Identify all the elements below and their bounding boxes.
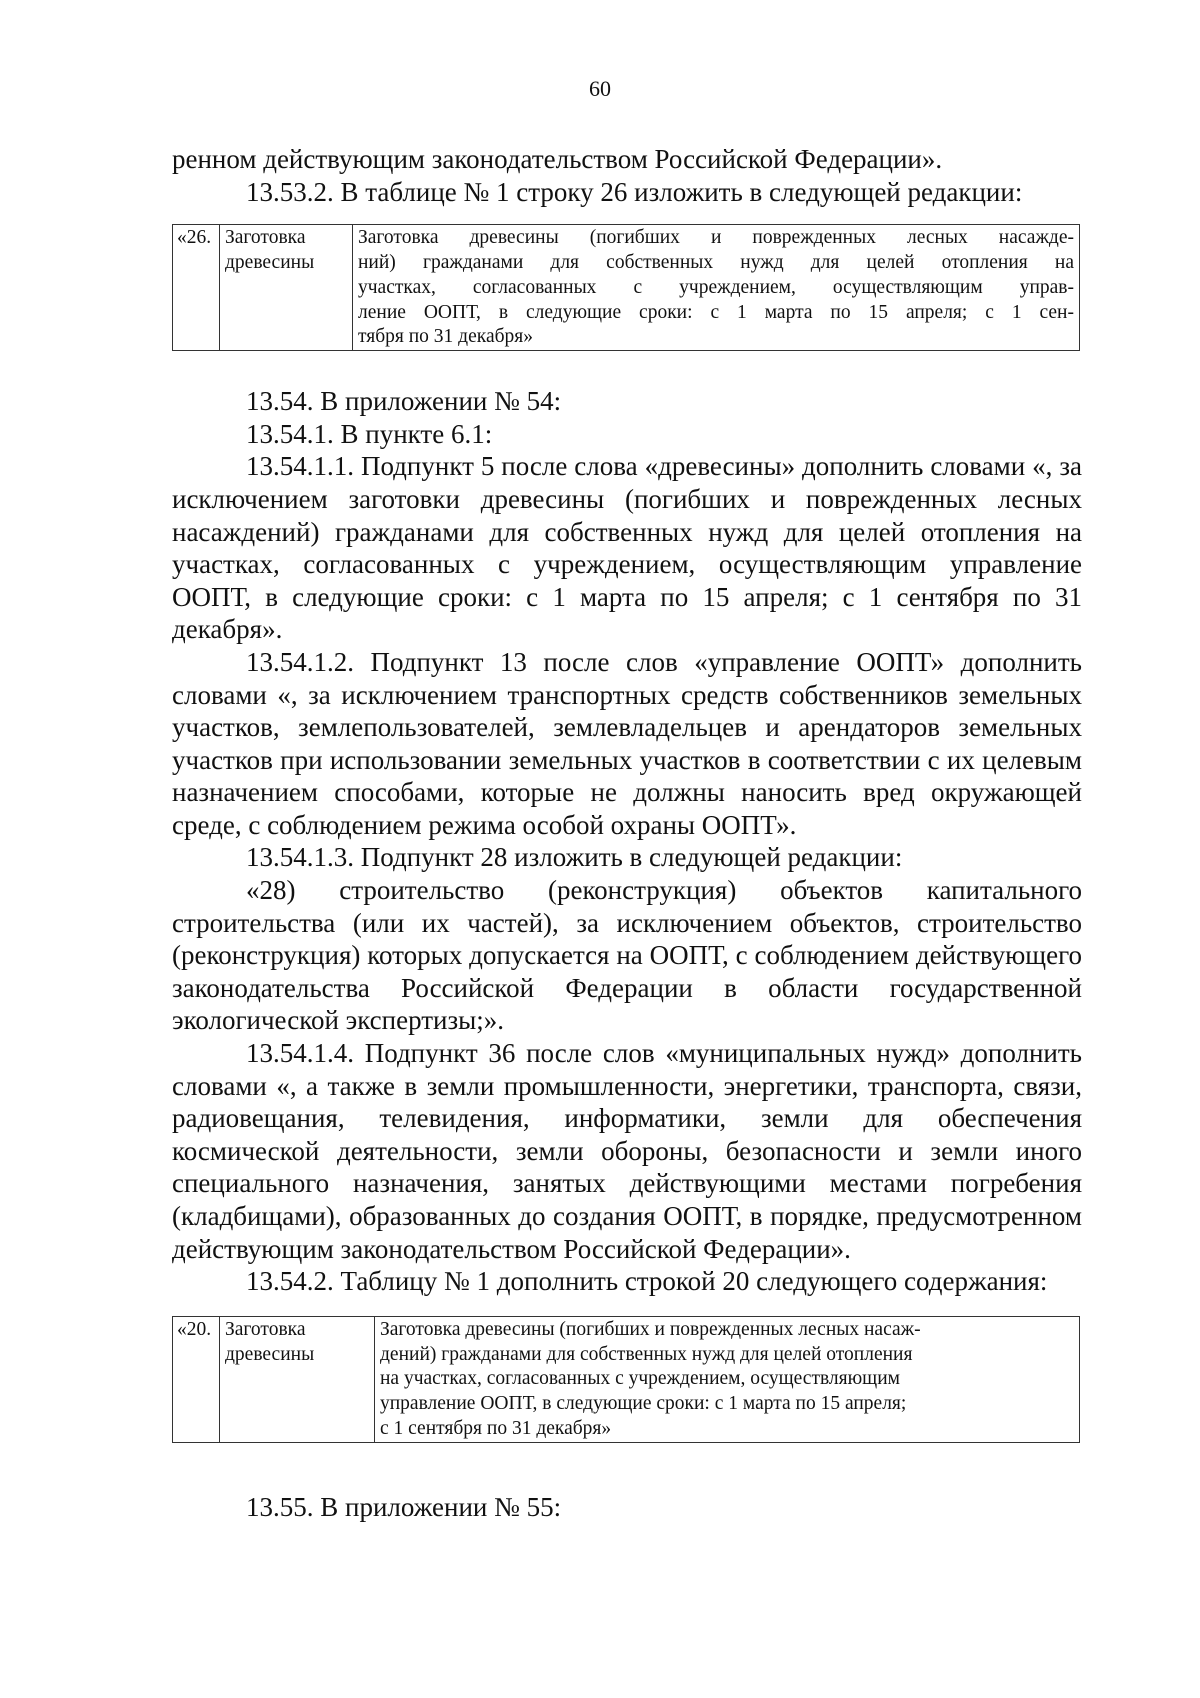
paragraph-quote-28: «28) строительство (реконструкция) объектов капитального строительства (или их частей), за исключением объектов, строительство (реконструкция) которых допускается на ООПТ, с соблюдением действующего законодательства Российской Федерации в области государственной экологической экспертизы;».: [172, 875, 1082, 1036]
paragraph-13-55: 13.55. В приложении № 55:: [246, 1491, 562, 1522]
document-body: [172, 143, 1082, 1523]
paragraph-13-53-2: 13.53.2. В таблице № 1 строку 26 изложить в следующей редакции:: [246, 176, 1023, 207]
table-cell-description: [353, 225, 1080, 351]
table-cell-description-line: Заготовка древесины (погибших и поврежденных лесных насаж-: [380, 1318, 921, 1340]
table-cell-name-line: Заготовка: [225, 227, 306, 249]
page-number: 60: [589, 76, 611, 101]
table-cell-description-line: тября по 31 декабря»: [358, 326, 533, 348]
table-row-20: [172, 1316, 1080, 1443]
table-cell-description-line: ний) гражданами для собственных нужд для целей отопления на: [358, 251, 1074, 273]
paragraph-13-54: 13.54. В приложении № 54:: [246, 386, 562, 417]
table-cell-name: [220, 1316, 375, 1442]
table-row: [173, 1316, 1080, 1442]
paragraph-13-54-1: 13.54.1. В пункте 6.1:: [246, 418, 493, 449]
table-cell-description-line: управление ООПТ, в следующие сроки: с 1 марта по 15 апреля;: [380, 1393, 907, 1415]
paragraph-continuation: ренном действующим законодательством Российской Федерации».: [172, 144, 943, 174]
table-cell-description-line: участках, согласованных с учреждением, осуществляющим управ-: [358, 276, 1074, 298]
table-cell-description-line: Заготовка древесины (погибших и поврежденных лесных насажде-: [358, 227, 1074, 249]
paragraph-13-54-2: 13.54.2. Таблицу № 1 дополнить строкой 20 следующего содержания:: [246, 1266, 1048, 1297]
table-cell-description-line: дений) гражданами для собственных нужд для целей отопления: [380, 1343, 913, 1365]
paragraph-13-54-1-1: 13.54.1.1. Подпункт 5 после слова «древесины» дополнить словами «, за исключением заготовки древесины (погибших и поврежденных лесных насаждений) гражданами для собственных нужд для целей отопления на участках, согласованных с учреждением, осуществляющим управление ООПТ, в следующие сроки: с 1 марта по 15 апреля; с 1 сентября по 31 декабря».: [172, 451, 1082, 645]
table-cell-description-line: с 1 сентября по 31 декабря»: [380, 1417, 612, 1439]
table-cell-number: «20.: [173, 1316, 220, 1442]
table-row-26: [172, 224, 1080, 351]
table-cell-name: [220, 225, 353, 351]
table-cell-number: «26.: [173, 225, 220, 351]
paragraph-13-54-1-4: 13.54.1.4. Подпункт 36 после слов «муниципальных нужд» дополнить словами «, а также в земли промышленности, энергетики, транспорта, связи, радиовещания, телевидения, информатики, земли для обеспечения космической деятельности, земли обороны, безопасности и земли иного специального назначения, занятых действующими местами погребения (кладбищами), образованных до создания ООПТ, в порядке, предусмотренном действующим законодательством Российской Федерации».: [172, 1038, 1082, 1264]
table-cell-description-line: на участках, согласованных с учреждением, осуществляющим: [380, 1368, 900, 1390]
table-cell-name-line: древесины: [225, 1343, 315, 1365]
paragraph-13-54-1-3: 13.54.1.3. Подпункт 28 изложить в следующей редакции:: [246, 842, 903, 873]
table-cell-description: [375, 1316, 1080, 1442]
table-cell-name-line: Заготовка: [225, 1318, 306, 1340]
table-cell-name-line: древесины: [225, 251, 315, 273]
paragraph-13-54-1-2: 13.54.1.2. Подпункт 13 после слов «управление ООПТ» дополнить словами «, за исключением транспортных средств собственников земельных участков, землепользователей, землевладельцев и арендаторов земельных участков при использовании земельных участков в соответствии с их целевым назначением способами, которые не должны наносить вред окружающей среде, с соблюдением режима особой охраны ООПТ».: [172, 646, 1082, 840]
table-row: [173, 225, 1080, 351]
table-cell-description-line: ление ООПТ, в следующие сроки: с 1 марта по 15 апреля; с 1 сен-: [358, 301, 1074, 323]
